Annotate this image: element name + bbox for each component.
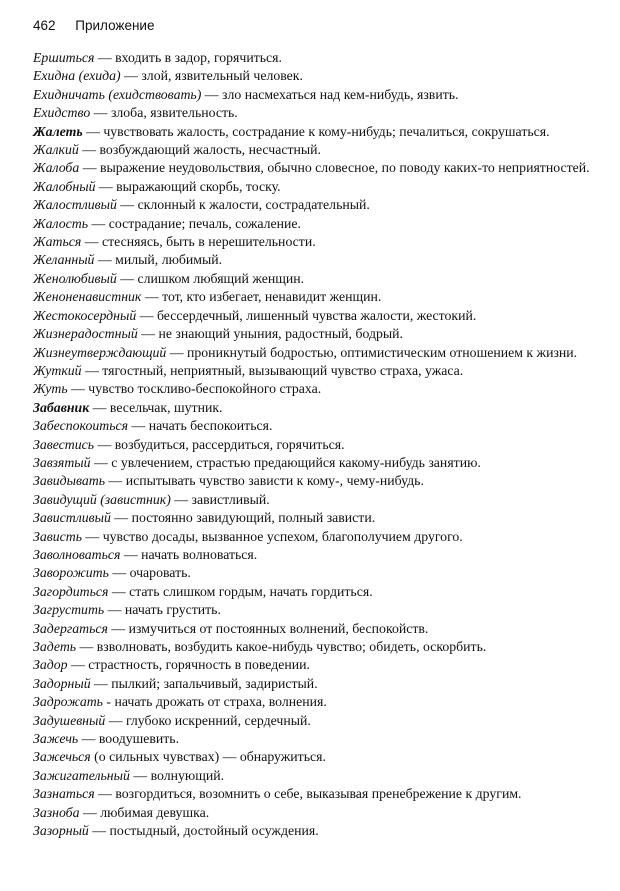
entry-separator: — [105,712,126,728]
entry-definition: стесняясь, быть в нерешительности. [102,234,316,250]
glossary-entry [33,251,618,269]
glossary-entry [33,399,618,417]
entry-term: Задрожать [33,694,103,710]
entry-separator: — [137,326,159,342]
entry-term: Жаться [33,234,82,250]
entry-separator: — [110,510,132,526]
glossary-entry [33,528,618,546]
glossary-entry [33,233,618,251]
entry-term: Жалостливый [33,197,117,213]
entry-definition: взволновать, возбудить какое-нибудь чувство; обидеть, оскорбить. [96,639,487,654]
entry-term: Жалкий [33,142,79,158]
glossary-entry [33,417,618,435]
entry-definition: склонный к жалости, сострадательный. [137,197,370,213]
entry-separator: — [116,270,138,286]
entry-separator: — [107,620,129,636]
glossary-entry [33,748,618,766]
glossary-entry [33,564,618,582]
entry-separator: — [94,436,115,452]
entry-term: Жестокосердный [33,307,137,323]
glossary-entry [33,67,618,85]
entry-definition: измучиться от постоянных волнений, беспокойств. [128,620,429,636]
glossary-entry [33,123,618,141]
entry-definition: милый, любимый. [115,252,223,268]
entry-separator: — [120,546,142,562]
entry-term: Ехидство [33,105,91,121]
glossary-entry [33,307,618,325]
glossary-entry [33,288,618,306]
entry-separator: — [120,68,142,84]
glossary-entry [33,362,618,380]
entry-separator: — [94,50,116,65]
entry-term: Ехидничать (ехидствовать) [33,86,202,102]
entry-term: Зажечь [33,731,79,747]
entry-term: Зажечься [33,749,91,765]
glossary-entry [33,270,618,288]
entry-term: Жалость [33,215,88,231]
entry-separator: — [78,142,100,158]
entry-definition: возбуждающий жалость, несчастный. [99,142,321,158]
entry-separator: — [128,418,149,434]
glossary-entry [33,583,618,601]
entry-term: Жуть [33,381,68,397]
entry-term: Завистливый [33,510,111,526]
glossary-entry [33,215,618,233]
glossary-entries [33,49,618,840]
entry-term: Загрустить [33,602,105,618]
entry-term: Задеть [33,639,77,654]
entry-separator: — [94,252,116,268]
glossary-entry [33,601,618,619]
entry-separator: — [104,473,126,489]
glossary-entry [33,730,618,748]
glossary-entry [33,436,618,454]
entry-definition: выражение неудовольствия, обычно словесное, по поводу каких-то неприятностей. [99,160,590,176]
entry-definition: злоба, язвительность. [110,105,238,121]
entry-term: Жалеть [33,123,83,139]
glossary-entry [33,454,618,472]
entry-term: Зазорный [33,823,89,839]
entry-separator: — [129,767,151,783]
glossary-entry [33,472,618,490]
entry-term: Задорный [33,675,91,691]
entry-definition: слишком любящий женщин. [137,270,305,286]
entry-definition: злой, язвительный человек. [141,68,303,84]
entry-term: Забавник [33,399,90,415]
entry-separator: — [136,307,157,323]
entry-separator: — [201,86,223,102]
entry-term: Зазнаться [33,786,95,802]
entry-separator: — [104,602,125,618]
entry-term: Завидущий (завистник) [33,491,171,507]
entry-definition: испытывать чувство зависти к кому-, чему-нибудь. [125,473,424,489]
entry-definition: очаровать. [129,565,191,581]
glossary-entry [33,159,618,177]
entry-term: Желанный [33,252,95,268]
entry-separator: — [116,197,138,213]
glossary-entry [33,86,618,104]
entry-definition: чувство тоскливо-беспокойного страха. [88,381,322,397]
glossary-entry [33,638,618,656]
entry-term: Заволноваться [33,546,121,562]
entry-separator: — [67,657,89,673]
entry-definition: проникнутый бодростью, оптимистическим отношением к жизни. [187,344,578,360]
entry-definition: весельчак, шутник. [109,399,223,415]
glossary-entry [33,104,618,122]
glossary-entry [33,491,618,509]
entry-term: Завестись [33,436,95,452]
entry-definition: чувство досады, вызванное успехом, благополучием другого. [102,528,463,544]
entry-separator: — [78,731,99,747]
glossary-entry [33,178,618,196]
entry-definition: страстность, горячность в поведении. [88,657,310,673]
glossary-entry [33,822,618,840]
entry-separator: — [82,123,104,139]
entry-definition: постыдный, достойный осуждения. [109,823,319,839]
entry-term: Завзятый [33,454,91,470]
entry-separator: — [90,675,112,691]
entry-separator: — [88,215,109,231]
entry-separator: — [90,454,112,470]
entry-separator: — [89,399,110,415]
entry-term: Жизнерадостный [33,326,138,342]
entry-definition: завистливый. [191,491,270,507]
entry-separator: — [67,381,89,397]
glossary-entry [33,546,618,564]
entry-term: Женолюбивый [33,270,117,286]
entry-definition: тягостный, неприятный, вызывающий чувство страха, ужаса. [102,362,464,378]
entry-term: Загордиться [33,583,109,599]
entry-term: Зависть [33,528,82,544]
glossary-entry [33,380,618,398]
entry-definition: тот, кто избегает, ненавидит женщин. [162,289,382,305]
entry-definition: зло насмехаться над кем-нибудь, язвить. [222,86,459,102]
glossary-entry [33,196,618,214]
entry-term: Зажигательный [33,767,130,783]
entry-separator: — [90,105,111,121]
entry-separator: — [95,178,117,194]
entry-separator: — [108,565,130,581]
entry-term: Жалоба [33,160,80,176]
entry-separator: — [88,823,110,839]
glossary-entry [33,804,618,822]
section-title: Приложение [75,18,155,33]
entry-definition: возбудиться, рассердиться, горячиться. [114,436,345,452]
entry-separator: — [76,639,97,654]
entry-separator: - [102,694,115,710]
glossary-entry [33,49,618,67]
glossary-entry [33,344,618,362]
entry-separator: — [79,804,101,820]
entry-term: Задушевный [33,712,106,728]
entry-term: Задергаться [33,620,108,636]
running-header [33,18,154,34]
entry-definition: входить в задор, горячиться. [115,50,282,65]
entry-definition: выражающий скорбь, тоску. [116,178,281,194]
glossary-entry [33,675,618,693]
entry-definition: с увлечением, страстью предающийся какому-нибудь занятию. [111,454,481,470]
entry-term: Забеспокоиться [33,418,129,434]
entry-separator: (о сильных чувствах) — [90,749,240,765]
entry-term: Ехидна (ехида) [33,68,121,84]
entry-term: Зазноба [33,804,80,820]
entry-definition: пылкий; запальчивый, задиристый. [111,675,318,691]
entry-definition: воодушевить. [98,731,180,747]
glossary-entry [33,141,618,159]
entry-definition: обнаружиться. [239,749,326,765]
glossary-entry [33,620,618,638]
entry-definition: волнующий. [150,767,225,783]
glossary-entry [33,712,618,730]
entry-separator: — [79,160,100,176]
entry-definition: бессердечный, лишенный чувства жалости, жестокий. [156,307,477,323]
entry-definition: сострадание; печаль, сожаление. [108,215,301,231]
entry-definition: постоянно завидующий, полный зависти. [131,510,376,526]
page-number: 462 [33,18,56,33]
entry-definition: возгордиться, возомнить о себе, выказывая пренебрежение к другим. [115,786,522,802]
entry-separator: — [81,528,103,544]
glossary-entry [33,785,618,803]
entry-definition: начать грустить. [124,602,221,618]
glossary-entry [33,656,618,674]
entry-definition: любимая девушка. [100,804,210,820]
entry-separator: — [81,362,103,378]
entry-definition: чувствовать жалость, сострадание к кому-нибудь; печалиться, сокрушаться. [103,123,550,139]
glossary-entry [33,325,618,343]
entry-definition: стать слишком гордым, начать гордиться. [129,583,373,599]
entry-term: Женоненавистник [33,289,142,305]
entry-separator: — [108,583,130,599]
entry-term: Завидывать [33,473,105,489]
entry-definition: глубоко искренний, сердечный. [125,712,311,728]
entry-term: Заворожить [33,565,109,581]
entry-term: Жизнеутверждающий [33,344,167,360]
entry-separator: — [141,289,163,305]
entry-definition: начать волноваться. [141,546,258,562]
glossary-entry [33,509,618,527]
glossary-entry [33,693,618,711]
entry-separator: — [166,344,187,360]
entry-definition: не знающий уныния, радостный, бодрый. [158,326,403,342]
entry-separator: — [94,786,116,802]
entry-term: Ершиться [33,50,95,65]
entry-definition: начать беспокоиться. [148,418,273,434]
entry-separator: — [81,234,103,250]
entry-separator: — [170,491,192,507]
entry-term: Жалобный [33,178,96,194]
entry-term: Задор [33,657,68,673]
entry-definition: начать дрожать от страха, волнения. [114,694,327,710]
entry-term: Жуткий [33,362,82,378]
glossary-entry [33,767,618,785]
